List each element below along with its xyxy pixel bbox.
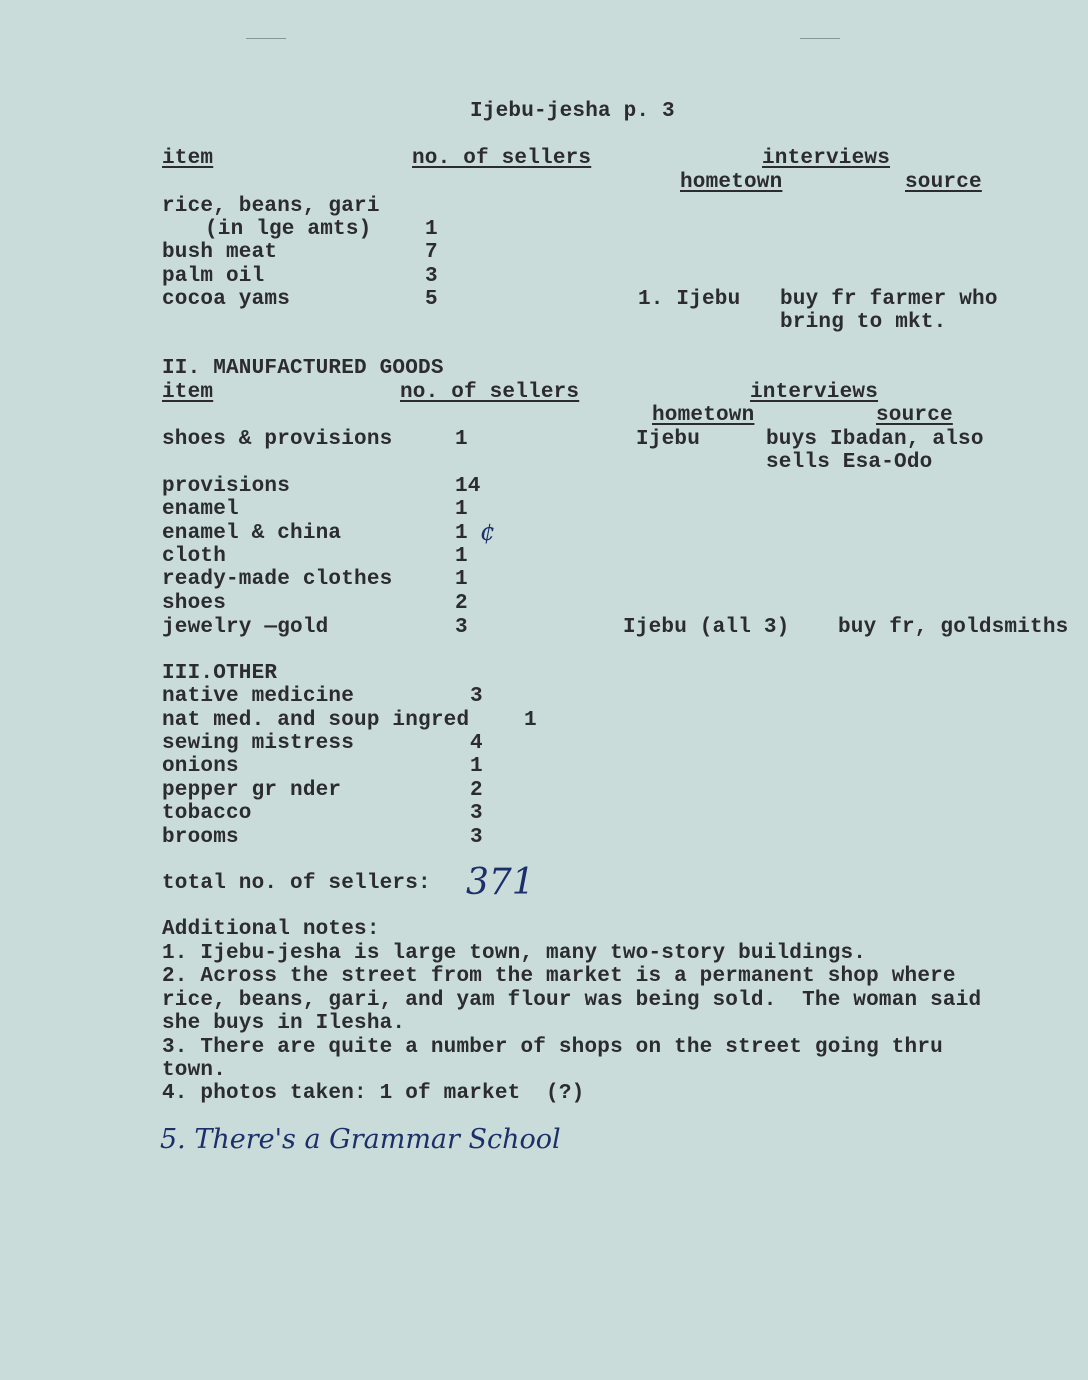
item-name: cloth	[162, 545, 227, 568]
seller-count: 5	[425, 288, 438, 311]
seller-count: 1	[455, 568, 468, 591]
note-line: she buys in Ilesha.	[162, 1012, 406, 1035]
interview-source: bring to mkt.	[780, 311, 947, 334]
item-name: ready-made clothes	[162, 568, 393, 591]
col-hometown-header: hometown	[652, 404, 755, 427]
seller-count: 1	[425, 218, 438, 241]
interview-hometown: 1. Ijebu	[638, 288, 741, 311]
item-name: jewelry —gold	[162, 616, 329, 639]
seller-count: 1	[455, 498, 468, 521]
seller-count: 1	[470, 755, 483, 778]
total-value: 371	[466, 862, 535, 903]
col-hometown-header: hometown	[680, 171, 783, 194]
item-name: onions	[162, 755, 239, 778]
seller-count: 3	[470, 802, 483, 825]
note-line: 3. There are quite a number of shops on the street going thru	[162, 1036, 943, 1059]
section-heading: II. MANUFACTURED GOODS	[162, 357, 444, 380]
seller-count: 2	[470, 779, 483, 802]
col-item-header: item	[162, 381, 214, 404]
section-heading: III.OTHER	[162, 662, 278, 685]
item-name: enamel	[162, 498, 239, 521]
item-name: provisions	[162, 475, 291, 498]
handwritten-mark: ¢	[480, 518, 496, 546]
col-interviews-header: interviews	[750, 381, 879, 404]
interview-source: buy fr, goldsmiths	[838, 616, 1069, 639]
item-name: tobacco	[162, 802, 252, 825]
item-name: brooms	[162, 826, 239, 849]
col-source-header: source	[905, 171, 982, 194]
col-interviews-header: interviews	[762, 147, 891, 170]
seller-count: 1	[455, 545, 468, 568]
interview-source: buy fr farmer who	[780, 288, 998, 311]
item-name: pepper gr nder	[162, 779, 342, 802]
seller-count: 3	[470, 685, 483, 708]
top-mark-left	[246, 38, 286, 39]
seller-count: 7	[425, 241, 438, 264]
interview-source: sells Esa-Odo	[766, 451, 933, 474]
page-title: Ijebu-jesha p. 3	[470, 100, 675, 123]
item-name: nat med. and soup ingred	[162, 709, 470, 732]
item-name: sewing mistress	[162, 732, 355, 755]
seller-count: 2	[455, 592, 468, 615]
seller-count: 1	[455, 428, 468, 451]
item-name: shoes & provisions	[162, 428, 393, 451]
handwritten-note: 5. There's a Grammar School	[160, 1124, 561, 1155]
note-line: rice, beans, gari, and yam flour was being sold. The woman said	[162, 989, 982, 1012]
note-line: town.	[162, 1059, 227, 1082]
col-sellers-header: no. of sellers	[400, 381, 580, 404]
item-name: rice, beans, gari	[162, 195, 380, 218]
col-source-header: source	[876, 404, 953, 427]
item-name: (in lge amts)	[205, 218, 372, 241]
note-line: 1. Ijebu-jesha is large town, many two-story buildings.	[162, 942, 867, 965]
seller-count: 14	[455, 475, 481, 498]
col-item-header: item	[162, 147, 214, 170]
note-line: 4. photos taken: 1 of market (?)	[162, 1082, 585, 1105]
seller-count: 1	[455, 522, 468, 545]
notes-heading: Additional notes:	[162, 918, 380, 941]
col-sellers-header: no. of sellers	[412, 147, 592, 170]
note-line: 2. Across the street from the market is a permanent shop where	[162, 965, 956, 988]
seller-count: 1	[524, 709, 537, 732]
seller-count: 3	[455, 616, 468, 639]
item-name: shoes	[162, 592, 227, 615]
item-name: enamel & china	[162, 522, 342, 545]
seller-count: 3	[470, 826, 483, 849]
item-name: palm oil	[162, 265, 265, 288]
seller-count: 4	[470, 732, 483, 755]
interview-hometown: Ijebu	[636, 428, 701, 451]
item-name: native medicine	[162, 685, 355, 708]
interview-source: buys Ibadan, also	[766, 428, 984, 451]
item-name: bush meat	[162, 241, 278, 264]
interview-hometown: Ijebu (all 3)	[623, 616, 790, 639]
seller-count: 3	[425, 265, 438, 288]
item-name: cocoa yams	[162, 288, 291, 311]
top-mark-right	[800, 38, 840, 39]
total-label: total no. of sellers:	[162, 872, 431, 895]
